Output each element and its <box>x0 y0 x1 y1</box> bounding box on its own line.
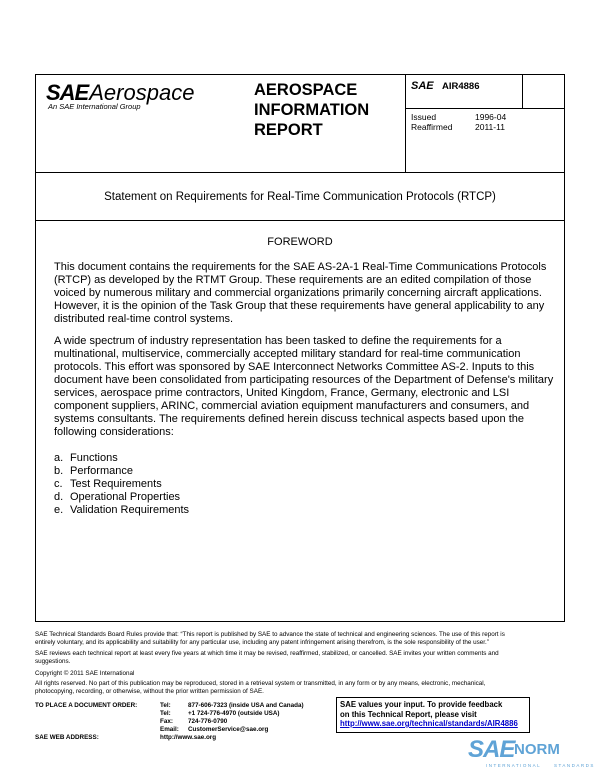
rights-note <box>35 680 569 695</box>
paragraph-line: following considerations: <box>54 426 174 438</box>
list-marker: b. <box>54 465 64 477</box>
logo-tagline: An SAE International Group <box>48 102 141 111</box>
doc-type-line: REPORT <box>254 121 323 139</box>
board-rules-note <box>35 631 569 646</box>
foreword-paragraph-2 <box>54 335 554 439</box>
fine-line: All rights reserved. No part of this publication may be reproduced, stored in a retrieval system or transmitted, in any form or by any means, electronic, mechanical, <box>35 680 486 687</box>
fine-line: SAE Technical Standards Board Rules provide that: “This report is published by SAE to advance the state of technical and engineering sciences. The use of this report is <box>35 631 505 638</box>
list-item <box>54 465 189 478</box>
reaffirmed-value: 2011-11 <box>475 122 505 132</box>
list-item <box>54 452 189 465</box>
issued-value: 1996-04 <box>475 112 507 122</box>
contact-value: 877-606-7323 (inside USA and Canada) <box>188 702 304 709</box>
paragraph-line: multinational, multiservice, commercially accepted military standard for real-time communication <box>54 348 521 360</box>
paragraph-line: (RTCP) as developed by the RTMT Group. These requirements are an edited compilation of those <box>54 274 532 286</box>
document-title: Statement on Requirements for Real-Time Communication Protocols (RTCP) <box>104 191 496 203</box>
watermark-brand: SAE <box>468 736 515 763</box>
contact-label: Email: <box>160 726 179 733</box>
paragraph-line: document have been consolidated from participating resources of the Department of Defense's military <box>54 374 554 386</box>
header-divider <box>35 172 565 173</box>
sae-mini-logo: SAE <box>411 80 434 92</box>
contact-value: +1 724-776-4970 (outside USA) <box>188 710 280 717</box>
header-vertical-divider <box>405 74 406 172</box>
list-text: Test Requirements <box>70 478 162 490</box>
order-label: TO PLACE A DOCUMENT ORDER: <box>35 702 138 709</box>
foreword-heading: FOREWORD <box>267 236 333 248</box>
logo-brand: SAE <box>46 80 89 105</box>
reaffirmed-label: Reaffirmed <box>411 122 453 132</box>
paragraph-line: However, it is the opinion of the Task Group that these requirements have general applicability to any <box>54 300 545 312</box>
list-text: Functions <box>70 452 118 464</box>
paragraph-line: distributed real-time control systems. <box>54 313 234 325</box>
paragraph-line: voiced by numerous military and commercial organizations primarily concerning aircraft applications. <box>54 287 542 299</box>
paragraph-line: systems consultants. The requirements defined herein discuss technical aspects based upon the <box>54 413 525 425</box>
web-label: SAE WEB ADDRESS: <box>35 734 99 741</box>
sae-aerospace-logo <box>46 80 246 120</box>
number-box-divider <box>522 74 523 108</box>
fine-line: suggestions. <box>35 657 71 665</box>
foreword-paragraph-1 <box>54 261 546 326</box>
list-text: Validation Requirements <box>70 504 190 516</box>
copyright: Copyright © 2011 SAE International <box>35 670 135 677</box>
list-item <box>54 504 189 517</box>
sae-norm-watermark <box>468 736 598 774</box>
list-item <box>54 491 189 504</box>
contact-label: Tel: <box>160 710 171 717</box>
paragraph-line: protocols. This effort was sponsored by SAE Interconnect Networks Committee AS-2. Inputs to this <box>54 361 535 373</box>
logo-product: Aerospace <box>89 80 195 105</box>
watermark-sub-left: INTERNATIONAL <box>486 763 542 768</box>
fine-line: photocopying, recording, or otherwise, without the prior written permission of SAE. <box>35 687 264 695</box>
paragraph-line: component suppliers, ARINC, commercial aviation equipment manufacturers and consumers, and <box>54 400 530 412</box>
title-divider <box>35 220 565 221</box>
considerations-list <box>54 452 189 517</box>
contact-email[interactable]: CustomerService@sae.org <box>188 726 269 733</box>
feedback-line: on this Technical Report, please visit <box>340 709 477 719</box>
issued-label: Issued <box>411 112 437 122</box>
web-address-link[interactable]: http://www.sae.org <box>160 734 217 741</box>
list-marker: d. <box>54 491 64 503</box>
list-text: Operational Properties <box>70 491 181 503</box>
list-text: Performance <box>70 465 133 477</box>
doc-type-line: AEROSPACE <box>254 81 358 99</box>
feedback-line: SAE values your input. To provide feedback <box>340 700 503 709</box>
doc-type-line: INFORMATION <box>254 101 370 119</box>
watermark-sub-right: STANDARDS <box>554 763 595 768</box>
contact-label: Fax: <box>160 718 173 725</box>
number-box-bottom <box>405 108 565 109</box>
feedback-box <box>336 697 530 733</box>
review-note <box>35 650 569 665</box>
list-item <box>54 478 189 491</box>
feedback-link[interactable]: http://www.sae.org/technical/standards/AIR4886 <box>340 719 518 728</box>
contact-label: Tel: <box>160 702 171 709</box>
watermark-word: NORM <box>514 741 560 758</box>
fine-line: SAE reviews each technical report at least every five years at which time it may be revised, reaffirmed, stabilized, or cancelled. SAE invites your written comments and <box>35 650 499 657</box>
list-marker: a. <box>54 452 64 464</box>
list-marker: e. <box>54 504 64 516</box>
paragraph-line: This document contains the requirements for the SAE AS-2A-1 Real-Time Communications Protocols <box>54 261 547 273</box>
paragraph-line: services, aerospace prime contractors, United Kingdom, France, Germany, electronic and LSI <box>54 387 510 399</box>
document-number: AIR4886 <box>442 81 480 92</box>
document-type <box>254 80 404 140</box>
paragraph-line: A wide spectrum of industry representation has been tasked to define the requirements for a <box>54 335 502 347</box>
list-marker: c. <box>54 478 63 490</box>
contact-value: 724-776-0790 <box>188 718 228 725</box>
fine-line: entirely voluntary, and its applicability and suitability for any particular use, including any patent infringement arising therefrom, is the sole responsibility of the user.” <box>35 638 489 646</box>
